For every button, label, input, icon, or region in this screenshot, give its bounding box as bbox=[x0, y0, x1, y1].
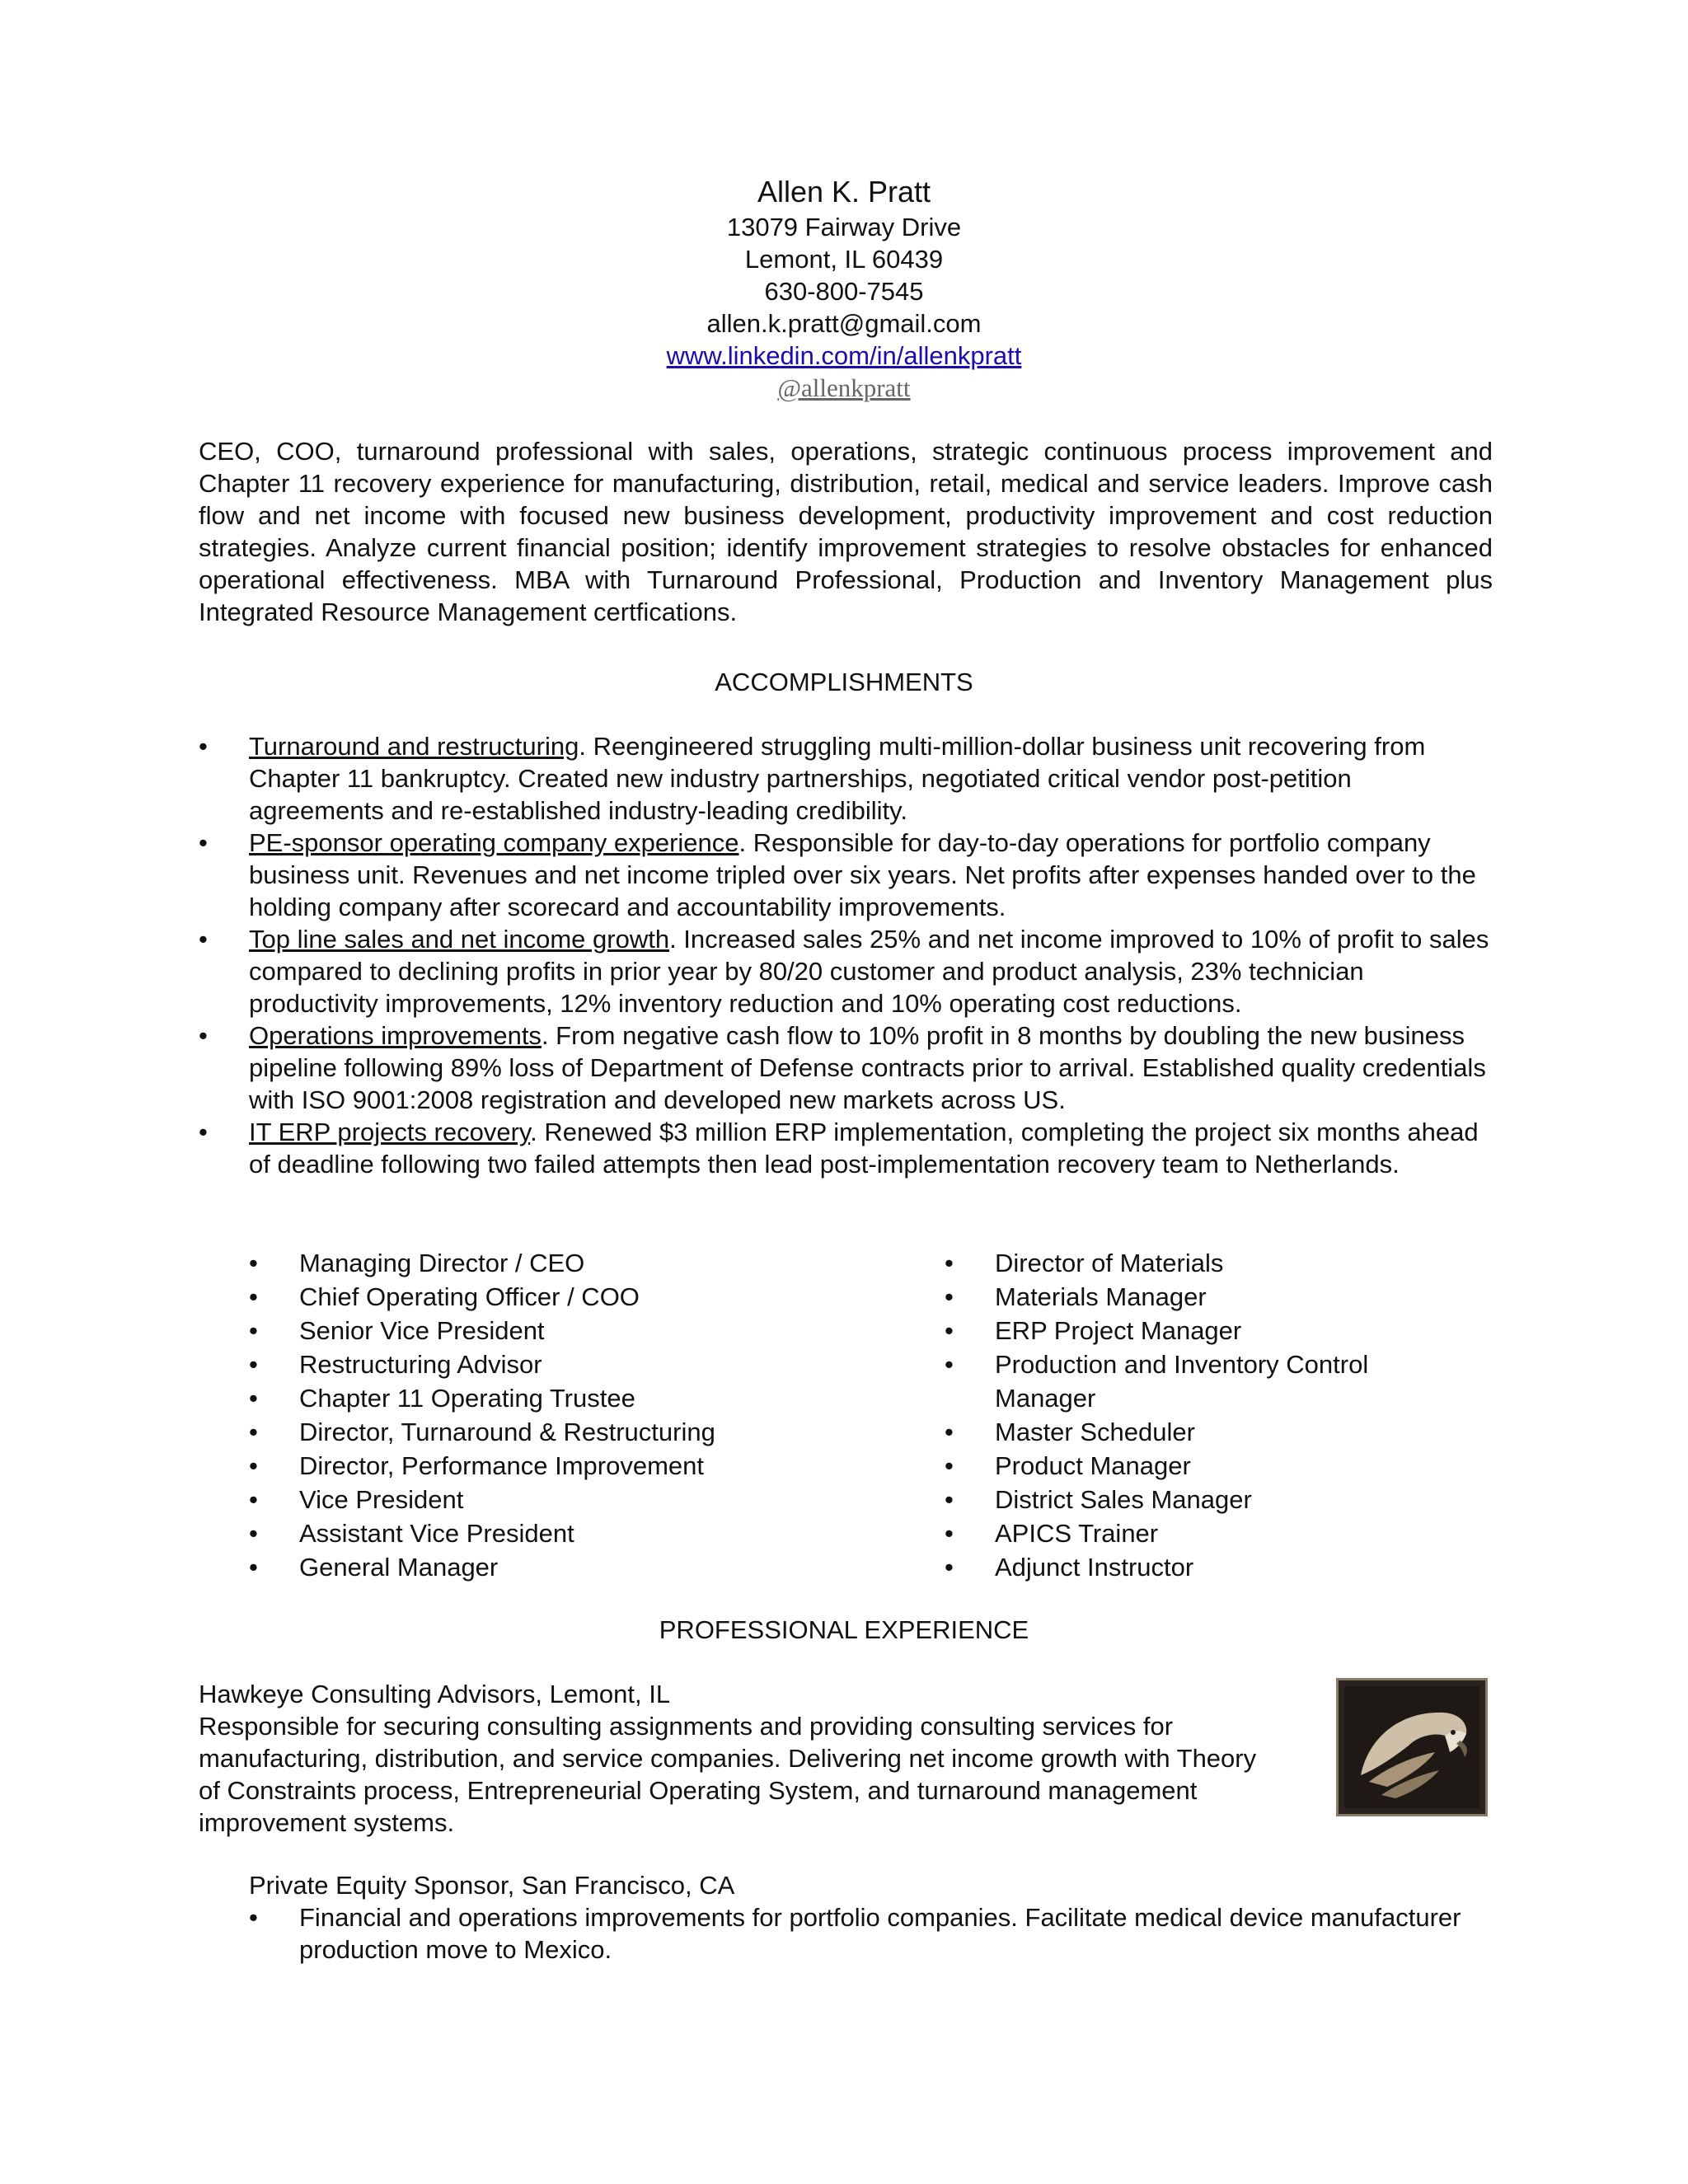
accomplishment-text: . Renewed $3 million ERP implementation, completing the project six months ahead of deadline following two failed attempts then lead post-implementation recovery team to Netherlands. bbox=[249, 1118, 1479, 1179]
job-title-item: • Director of Materials bbox=[945, 1246, 1406, 1280]
summary-paragraph: CEO, COO, turnaround professional with sales, operations, strategic continuous process improvement and Chapter 11 recovery experience for manufacturing, distribution, retail, medical and service leaders. Improve cash flow and net income with focused new business development, productivity improvement and cost reduction strategies. Analyze current financial position; identify improvement strategies to resolve obstacles for enhanced operational effectiveness. MBA with Turnaround Professional, Production and Inventory Management plus Integrated Resource Management certfications. bbox=[199, 437, 1493, 626]
job-title-item: • Assistant Vice President bbox=[249, 1516, 875, 1550]
job-title-item: • Restructuring Advisor bbox=[249, 1347, 875, 1381]
job-title-item: • Managing Director / CEO bbox=[249, 1246, 875, 1280]
experience-heading: PROFESSIONAL EXPERIENCE bbox=[659, 1615, 1029, 1644]
job-title-item: • General Manager bbox=[249, 1550, 875, 1584]
job-title-item: • APICS Trainer bbox=[945, 1516, 1406, 1550]
job-title-item: • ERP Project Manager bbox=[945, 1314, 1406, 1347]
job-title-item: • Director, Performance Improvement bbox=[249, 1449, 875, 1483]
accomplishment-label: PE-sponsor operating company experience bbox=[249, 828, 739, 857]
job-title-item: • Production and Inventory Control Manager bbox=[945, 1347, 1406, 1415]
job-title-item: • Director, Turnaround & Restructuring bbox=[249, 1415, 875, 1449]
linkedin-link[interactable]: www.linkedin.com/in/allenkpratt bbox=[666, 341, 1022, 370]
company-description: Responsible for securing consulting assignments and providing consulting services for manufacturing, distribution, and service companies. Delivering net income growth with Theory of Constraints process, Entrepreneurial Operating System, and turnaround management improvement systems. bbox=[199, 1712, 1257, 1837]
hawk-logo-graphic bbox=[1336, 1678, 1488, 1816]
accomplishment-text: . Responsible for day-to-day operations for portfolio company business unit. Revenues and net income tripled over six years. Net profits after expenses handed over to the holding company after scorecard and accountability improvements. bbox=[249, 828, 1476, 921]
accomplishment-text: . From negative cash flow to 10% profit in 8 months by doubling the new business pipeline following 89% loss of Department of Defense contracts prior to arrival. Established quality credentials with ISO 9001:2008 registration and developed new markets across US. bbox=[249, 1021, 1486, 1114]
email-address: allen.k.pratt@gmail.com bbox=[706, 309, 982, 338]
accomplishment-label: Turnaround and restructuring bbox=[249, 732, 579, 761]
accomplishments-list bbox=[199, 730, 1493, 1180]
job-title-item: • Chapter 11 Operating Trustee bbox=[249, 1381, 875, 1415]
accomplishments-heading: ACCOMPLISHMENTS bbox=[715, 668, 973, 696]
hawk-logo-icon bbox=[1336, 1678, 1488, 1816]
contact-header bbox=[0, 173, 1688, 404]
list-item: • Financial and operations improvements for portfolio companies. Facilitate medical device manufacturer production move to Mexico. bbox=[249, 1901, 1485, 1966]
job-title-item: • Product Manager bbox=[945, 1449, 1406, 1483]
job-title-item: • Master Scheduler bbox=[945, 1415, 1406, 1449]
sponsor-name: Private Equity Sponsor, San Francisco, CA bbox=[249, 1871, 735, 1900]
company-block bbox=[199, 1678, 1270, 1839]
company-name: Hawkeye Consulting Advisors, Lemont, IL bbox=[199, 1680, 671, 1708]
accomplishment-label: Top line sales and net income growth bbox=[249, 925, 670, 954]
list-item bbox=[199, 827, 1493, 923]
phone-number: 630-800-7545 bbox=[764, 277, 924, 306]
job-title-item: • Chief Operating Officer / COO bbox=[249, 1280, 875, 1314]
list-item bbox=[199, 1116, 1493, 1180]
sponsor-block bbox=[249, 1869, 1485, 1966]
list-item bbox=[199, 730, 1493, 827]
street-address: 13079 Fairway Drive bbox=[726, 213, 962, 241]
accomplishment-text: . Increased sales 25% and net income improved to 10% of profit to sales compared to declining profits in prior year by 80/20 customer and product analysis, 23% technician productivity improvements, 12% inventory reduction and 10% operating cost reductions. bbox=[249, 925, 1489, 1018]
job-titles-right-column bbox=[945, 1246, 1406, 1584]
twitter-link[interactable]: @allenkpratt bbox=[777, 373, 911, 402]
job-title-item: • District Sales Manager bbox=[945, 1483, 1406, 1516]
accomplishment-text: . Reengineered struggling multi-million-dollar business unit recovering from Chapter 11 bankruptcy. Created new industry partnerships, negotiated critical vendor post-petition agreements and re-established industry-leading credibility. bbox=[249, 732, 1426, 825]
city-state-zip: Lemont, IL 60439 bbox=[744, 245, 944, 274]
sponsor-list bbox=[249, 1901, 1485, 1966]
list-item bbox=[199, 1019, 1493, 1116]
job-title-item: • Adjunct Instructor bbox=[945, 1550, 1406, 1584]
accomplishment-label: IT ERP projects recovery bbox=[249, 1118, 531, 1146]
candidate-name: Allen K. Pratt bbox=[757, 175, 931, 209]
job-title-item: • Vice President bbox=[249, 1483, 875, 1516]
accomplishment-label: Operations improvements bbox=[249, 1021, 542, 1050]
job-title-item: • Materials Manager bbox=[945, 1280, 1406, 1314]
job-title-item: • Senior Vice President bbox=[249, 1314, 875, 1347]
job-titles-left-column bbox=[249, 1246, 875, 1584]
list-item bbox=[199, 923, 1493, 1019]
